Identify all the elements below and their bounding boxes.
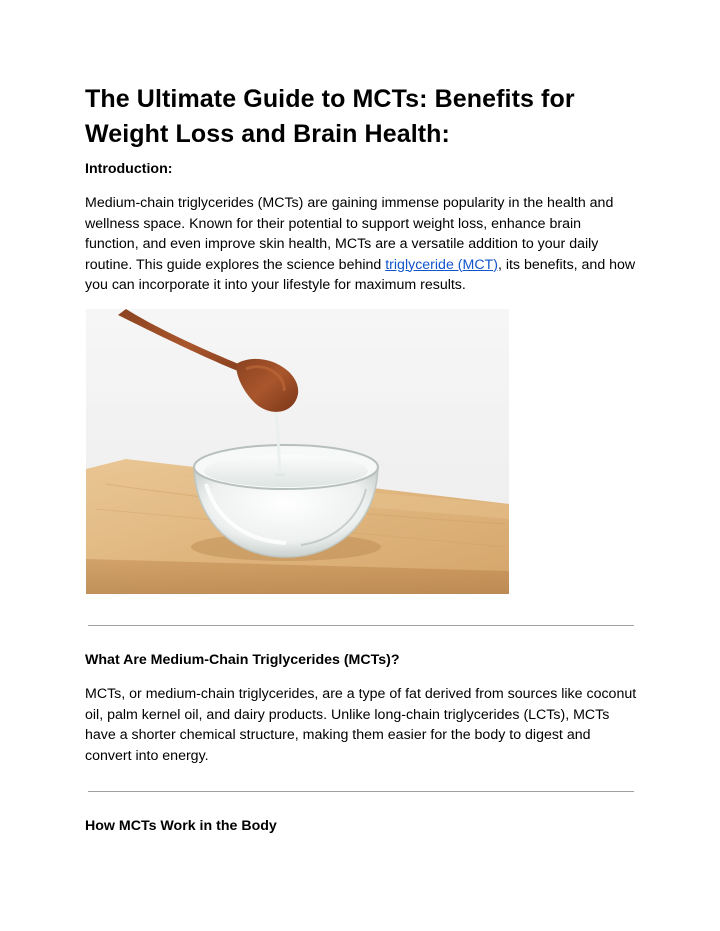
mct-oil-illustration [86,309,509,594]
mct-oil-photo [86,309,509,594]
intro-text-after-link: , its benefits, and how you can incorporate it into your lifestyle for maximum results. [85,256,636,293]
intro-heading: Introduction: [85,161,173,177]
section-divider [88,625,634,626]
page-title: The Ultimate Guide to MCTs: Benefits for Weight Loss and Brain Health: [85,85,575,148]
intro-text-before-link: Medium-chain triglycerides (MCTs) are gaining immense popularity in the health and wellness space. Known for their potential to support weight loss, enhance brain function, and even improve skin health, MCTs are a versatile addition to your daily routine. This guide explores the science behind [85,195,614,273]
mct-link[interactable]: triglyceride (MCT) [385,256,498,273]
intro-paragraph [85,193,637,296]
what-are-mcts-heading: What Are Medium-Chain Triglycerides (MCTs)? [85,652,400,668]
section-divider [88,791,634,792]
how-mcts-work-heading: How MCTs Work in the Body [85,818,277,834]
what-are-mcts-paragraph: MCTs, or medium-chain triglycerides, are a type of fat derived from sources like coconut oil, palm kernel oil, and dairy products. Unlike long-chain triglycerides (LCTs), MCTs have a shorter chemical structure, making them easier for the body to digest and convert into energy. [85,686,637,764]
